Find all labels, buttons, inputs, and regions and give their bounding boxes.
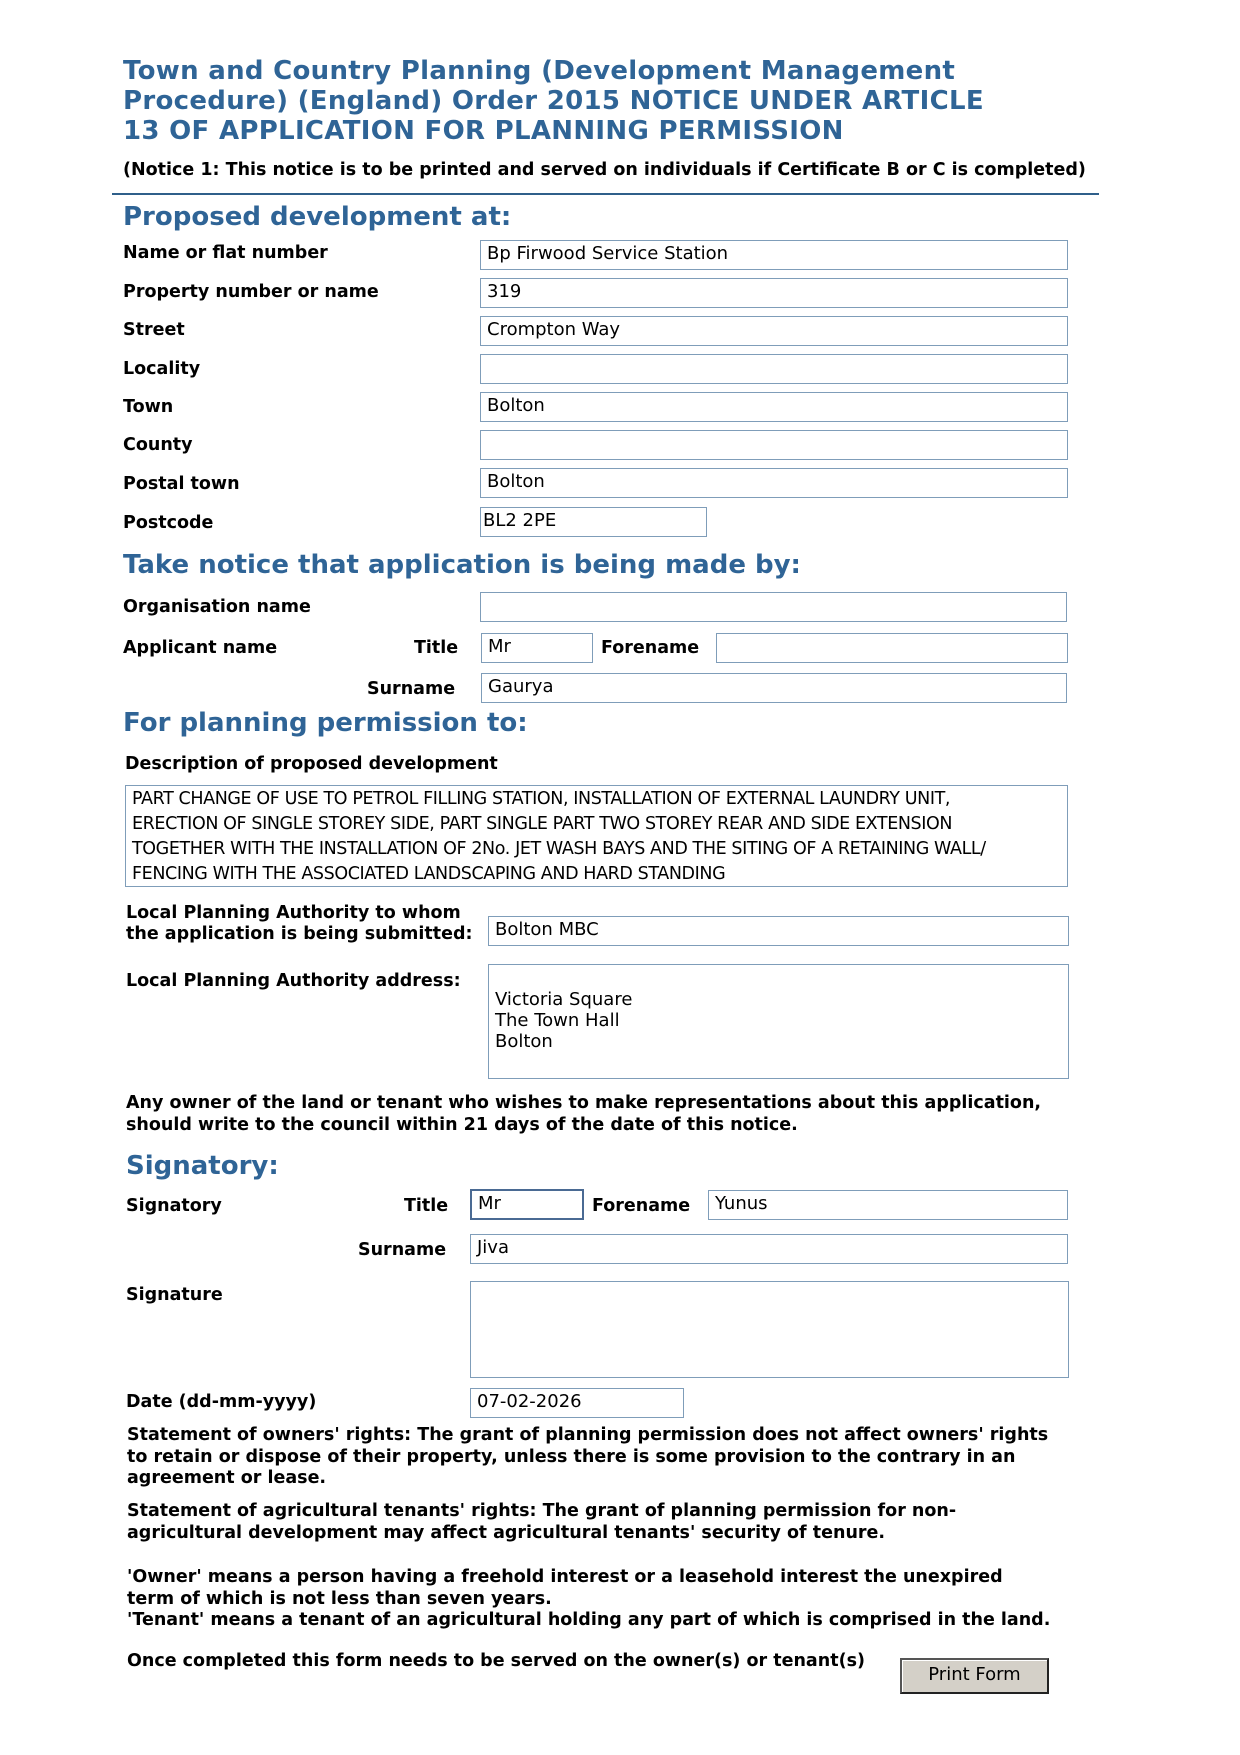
organisation-field[interactable] — [480, 592, 1067, 622]
lpa-address-label: Local Planning Authority address: — [126, 971, 461, 991]
street-label: Street — [123, 320, 185, 340]
signatory-surname-label: Surname — [358, 1240, 447, 1260]
owners-rights-statement — [127, 1425, 1048, 1490]
form-title — [123, 56, 1023, 146]
applicant-forename-field[interactable] — [716, 633, 1068, 663]
county-label: County — [123, 435, 193, 455]
property-number-label: Property number or name — [123, 282, 379, 302]
served-instruction: Once completed this form needs to be served on the owner(s) or tenant(s) — [127, 1651, 865, 1671]
title-line: Town and Country Planning (Development Management — [123, 56, 956, 86]
proposed-heading: Proposed development at: — [123, 202, 512, 232]
lpa-label — [126, 903, 473, 945]
signature-label: Signature — [126, 1285, 223, 1305]
lpa-label-line: the application is being submitted: — [126, 924, 473, 944]
statement-line: Statement of agricultural tenants' rights: The grant of planning permission for non- — [127, 1501, 957, 1521]
county-field[interactable] — [480, 430, 1068, 460]
representations-text — [126, 1093, 1041, 1136]
title-line: 13 OF APPLICATION FOR PLANNING PERMISSION — [123, 116, 844, 146]
postal-town-label: Postal town — [123, 474, 240, 494]
statement-line: agricultural development may affect agricultural tenants' security of tenure. — [127, 1522, 886, 1543]
applicant-name-label: Applicant name — [123, 638, 278, 658]
name-or-flat-field[interactable]: Bp Firwood Service Station — [480, 240, 1068, 270]
town-field[interactable]: Bolton — [480, 392, 1068, 422]
signatory-heading: Signatory: — [126, 1151, 279, 1181]
definition-line: term of which is not less than seven years. — [127, 1588, 552, 1609]
signatory-forename-field[interactable]: Yunus — [708, 1190, 1068, 1220]
signatory-surname-field[interactable]: Jiva — [470, 1234, 1068, 1264]
title-line: Procedure) (England) Order 2015 NOTICE UNDER ARTICLE — [123, 86, 984, 116]
date-label: Date (dd-mm-yyyy) — [126, 1392, 317, 1412]
locality-label: Locality — [123, 359, 201, 379]
locality-field[interactable] — [480, 354, 1068, 384]
applicant-heading: Take notice that application is being made by: — [123, 550, 801, 580]
statement-line: to retain or dispose of their property, unless there is some provision to the contrary in an — [127, 1446, 1016, 1467]
signature-field[interactable] — [470, 1281, 1069, 1378]
header-divider — [112, 193, 1099, 195]
description-label: Description of proposed development — [125, 754, 498, 774]
statement-line: agreement or lease. — [127, 1468, 327, 1488]
date-field[interactable]: 07-02-2026 — [470, 1388, 684, 1418]
tenants-rights-statement — [127, 1501, 956, 1544]
definition-line: 'Owner' means a person having a freehold interest or a leasehold interest the unexpired — [127, 1567, 1003, 1587]
definitions-text — [127, 1567, 1050, 1632]
postcode-label: Postcode — [123, 513, 214, 533]
definition-line: 'Tenant' means a tenant of an agricultural holding any part of which is comprised in the land. — [127, 1610, 1051, 1630]
applicant-title-label: Title — [414, 638, 459, 658]
applicant-surname-label: Surname — [367, 679, 456, 699]
organisation-label: Organisation name — [123, 597, 311, 617]
street-field[interactable]: Crompton Way — [480, 316, 1068, 346]
lpa-field[interactable]: Bolton MBC — [488, 916, 1069, 946]
postal-town-field[interactable]: Bolton — [480, 468, 1068, 498]
signatory-forename-label: Forename — [592, 1196, 691, 1216]
signatory-title-field[interactable]: Mr — [470, 1189, 584, 1220]
lpa-label-line: Local Planning Authority to whom — [126, 903, 461, 923]
town-label: Town — [123, 397, 174, 417]
print-form-button[interactable]: Print Form — [900, 1658, 1049, 1694]
postcode-field[interactable]: BL2 2PE — [480, 507, 707, 537]
signatory-title-label: Title — [404, 1196, 449, 1216]
representations-line: Any owner of the land or tenant who wishes to make representations about this application, — [126, 1093, 1042, 1113]
description-field[interactable]: PART CHANGE OF USE TO PETROL FILLING STATION, INSTALLATION OF EXTERNAL LAUNDRY UNIT, ERECTION OF SINGLE STOREY SIDE, PART SINGLE PART TWO STOREY REAR AND SIDE EXTENSION TOGETHER WITH THE INSTALLATION OF 2No. JET WASH BAYS AND THE SITING OF A RETAINING WALL/ FENCING WITH THE ASSOCIATED LANDSCAPING AND HARD STANDING — [125, 785, 1068, 887]
lpa-address-field[interactable]: Victoria Square The Town Hall Bolton — [488, 964, 1069, 1079]
representations-line: should write to the council within 21 days of the date of this notice. — [126, 1114, 798, 1135]
applicant-surname-field[interactable]: Gaurya — [481, 673, 1067, 703]
statement-line: Statement of owners' rights: The grant of planning permission does not affect owners' rights — [127, 1425, 1049, 1445]
property-number-field[interactable]: 319 — [480, 278, 1068, 308]
permission-heading: For planning permission to: — [123, 708, 528, 738]
applicant-title-field[interactable]: Mr — [481, 633, 593, 663]
notice-text: (Notice 1: This notice is to be printed and served on individuals if Certificate B or C is completed) — [123, 160, 1086, 180]
signatory-label: Signatory — [126, 1196, 222, 1216]
name-or-flat-label: Name or flat number — [123, 243, 328, 263]
applicant-forename-label: Forename — [601, 638, 700, 658]
